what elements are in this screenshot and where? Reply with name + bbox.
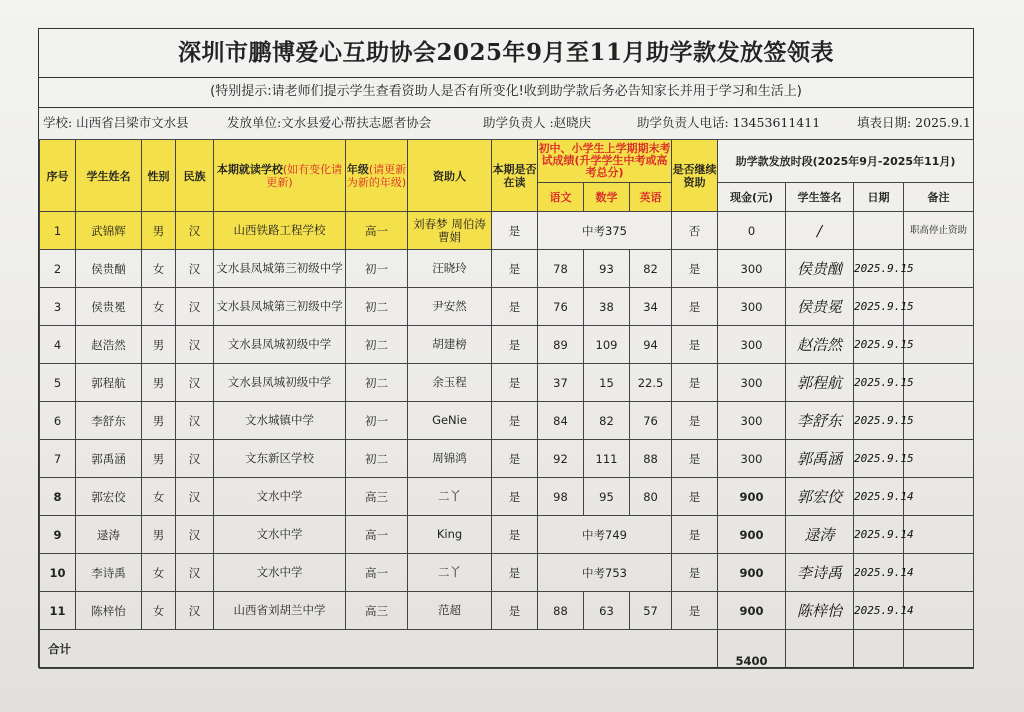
- cell-name: 侯贵冕: [76, 288, 142, 326]
- info-leader: 助学负责人 :赵晓庆: [483, 115, 592, 130]
- cell-no: 1: [40, 212, 76, 250]
- total-empty-cell: [854, 630, 904, 669]
- cell-math: 82: [584, 402, 630, 440]
- cell-signature: 逯涛: [786, 516, 854, 554]
- header-grade-label: 年级: [346, 162, 369, 176]
- cell-ethnicity: 汉: [176, 364, 214, 402]
- cell-english: 57: [630, 592, 672, 630]
- cell-chinese: 92: [538, 440, 584, 478]
- form-sheet: [38, 28, 974, 668]
- header-grade: [346, 140, 408, 212]
- cell-continue: 是: [672, 440, 718, 478]
- cell-name: 武锦辉: [76, 212, 142, 250]
- cell-cash: 900: [718, 592, 786, 630]
- cell-school: 文东新区学校: [214, 440, 346, 478]
- cell-name: 郭宏佼: [76, 478, 142, 516]
- cell-no: 8: [40, 478, 76, 516]
- cell-date: 2025.9.14: [854, 554, 904, 592]
- cell-cash: 0: [718, 212, 786, 250]
- cell-chinese: 76: [538, 288, 584, 326]
- cell-math: 93: [584, 250, 630, 288]
- cell-continue: 是: [672, 478, 718, 516]
- cell-sponsor: 二丫: [408, 554, 492, 592]
- cell-date: 2025.9.14: [854, 516, 904, 554]
- info-issuer: 发放单位:文水县爱心帮扶志愿者协会: [227, 115, 432, 130]
- cell-chinese: 84: [538, 402, 584, 440]
- cell-school: 文水县凤城初级中学: [214, 326, 346, 364]
- table-row: [40, 440, 974, 478]
- cell-date: 2025.9.15: [854, 440, 904, 478]
- cell-school: 文水中学: [214, 478, 346, 516]
- cell-ethnicity: 汉: [176, 402, 214, 440]
- header-date: 日期: [854, 183, 904, 212]
- cell-remark: [904, 516, 974, 554]
- cell-gender: 女: [142, 478, 176, 516]
- cell-signature: 陈梓怡: [786, 592, 854, 630]
- cell-math: 38: [584, 288, 630, 326]
- cell-ethnicity: 汉: [176, 288, 214, 326]
- cell-date: 2025.9.14: [854, 478, 904, 516]
- cell-exam-total: 中考749: [538, 516, 672, 554]
- cell-cash: 900: [718, 554, 786, 592]
- cell-ethnicity: 汉: [176, 212, 214, 250]
- cell-ethnicity: 汉: [176, 554, 214, 592]
- table-row: [40, 364, 974, 402]
- cell-sponsor: 周锦鸿: [408, 440, 492, 478]
- cell-gender: 男: [142, 440, 176, 478]
- cell-no: 10: [40, 554, 76, 592]
- cell-continue: 是: [672, 516, 718, 554]
- cell-name: 侯贵酗: [76, 250, 142, 288]
- total-row: [40, 630, 974, 669]
- cell-math: 109: [584, 326, 630, 364]
- cell-school: 文水县凤城第三初级中学: [214, 250, 346, 288]
- header-period: 助学款发放时段(2025年9月-2025年11月): [718, 140, 974, 183]
- cell-english: 88: [630, 440, 672, 478]
- cell-signature: 郭宏佼: [786, 478, 854, 516]
- cell-cash: 900: [718, 478, 786, 516]
- cell-continue: 是: [672, 288, 718, 326]
- cell-enrolled: 是: [492, 592, 538, 630]
- cell-signature: 赵浩然: [786, 326, 854, 364]
- cell-continue: 是: [672, 592, 718, 630]
- cell-chinese: 88: [538, 592, 584, 630]
- cell-school: 文水县凤城初级中学: [214, 364, 346, 402]
- table-row: [40, 212, 974, 250]
- header-school-note: (如有变化请更新): [266, 162, 343, 189]
- cell-ethnicity: 汉: [176, 478, 214, 516]
- total-cash: 5400: [718, 630, 786, 669]
- header-enrolled: 本期是否在读: [492, 140, 538, 212]
- distribution-table: [39, 139, 974, 669]
- cell-sponsor: GeNie: [408, 402, 492, 440]
- cell-grade: 初一: [346, 250, 408, 288]
- cell-ethnicity: 汉: [176, 592, 214, 630]
- cell-sponsor: 范超: [408, 592, 492, 630]
- cell-grade: 高三: [346, 592, 408, 630]
- table-row: [40, 516, 974, 554]
- cell-gender: 女: [142, 250, 176, 288]
- cell-name: 陈梓怡: [76, 592, 142, 630]
- cell-remark: [904, 250, 974, 288]
- cell-continue: 是: [672, 402, 718, 440]
- cell-school: 文水城镇中学: [214, 402, 346, 440]
- cell-name: 李舒东: [76, 402, 142, 440]
- cell-exam-total: 中考753: [538, 554, 672, 592]
- cell-date: 2025.9.15: [854, 288, 904, 326]
- header-school: [214, 140, 346, 212]
- cell-name: 郭程航: [76, 364, 142, 402]
- cell-english: 34: [630, 288, 672, 326]
- header-scores: 初中、小学生上学期期末考试成绩(升学学生中考或高考总分): [538, 140, 672, 183]
- header-school-label: 本期就读学校: [216, 162, 283, 176]
- cell-gender: 女: [142, 554, 176, 592]
- cell-continue: 否: [672, 212, 718, 250]
- cell-enrolled: 是: [492, 478, 538, 516]
- cell-remark: [904, 326, 974, 364]
- info-school: 学校: 山西省吕梁市文水县: [43, 115, 189, 130]
- header-sponsor: 资助人: [408, 140, 492, 212]
- table-body: [40, 212, 974, 669]
- table-row: [40, 592, 974, 630]
- form-title: 深圳市鹏博爱心互助协会2025年9月至11月助学款发放签领表: [39, 29, 973, 78]
- cell-remark: [904, 592, 974, 630]
- cell-remark: [904, 440, 974, 478]
- cell-chinese: 89: [538, 326, 584, 364]
- header-english: 英语: [630, 183, 672, 212]
- cell-cash: 300: [718, 364, 786, 402]
- cell-enrolled: 是: [492, 250, 538, 288]
- header-math: 数学: [584, 183, 630, 212]
- cell-school: 文水县凤城第三初级中学: [214, 288, 346, 326]
- cell-no: 3: [40, 288, 76, 326]
- cell-signature: 郭禹涵: [786, 440, 854, 478]
- info-phone: 助学负责人电话: 13453611411: [637, 115, 821, 130]
- cell-grade: 高一: [346, 516, 408, 554]
- cell-signature: /: [786, 212, 854, 250]
- cell-math: 63: [584, 592, 630, 630]
- cell-remark: [904, 288, 974, 326]
- cell-sponsor: 二丫: [408, 478, 492, 516]
- cell-continue: 是: [672, 326, 718, 364]
- table-row: [40, 250, 974, 288]
- cell-school: 文水中学: [214, 554, 346, 592]
- cell-sponsor: 刘春梦 周伯涛 曹娟: [408, 212, 492, 250]
- cell-english: 22.5: [630, 364, 672, 402]
- cell-math: 111: [584, 440, 630, 478]
- total-empty-cell: [904, 630, 974, 669]
- cell-grade: 高三: [346, 478, 408, 516]
- cell-remark: [904, 478, 974, 516]
- cell-cash: 300: [718, 250, 786, 288]
- header-cash: 现金(元): [718, 183, 786, 212]
- cell-remark: [904, 554, 974, 592]
- cell-continue: 是: [672, 364, 718, 402]
- table-row: [40, 288, 974, 326]
- cell-cash: 900: [718, 516, 786, 554]
- cell-no: 9: [40, 516, 76, 554]
- cell-enrolled: 是: [492, 288, 538, 326]
- header-chinese: 语文: [538, 183, 584, 212]
- total-empty-cell: [786, 630, 854, 669]
- table-row: [40, 554, 974, 592]
- cell-enrolled: 是: [492, 364, 538, 402]
- table-row: [40, 478, 974, 516]
- cell-gender: 女: [142, 592, 176, 630]
- cell-enrolled: 是: [492, 212, 538, 250]
- cell-gender: 男: [142, 402, 176, 440]
- cell-school: 山西铁路工程学校: [214, 212, 346, 250]
- table-row: [40, 326, 974, 364]
- cell-english: 76: [630, 402, 672, 440]
- cell-enrolled: 是: [492, 402, 538, 440]
- info-fill-date: 填表日期: 2025.9.1: [857, 115, 971, 130]
- cell-enrolled: 是: [492, 326, 538, 364]
- header-grade-note: (请更新为新的年级): [346, 162, 407, 189]
- cell-no: 2: [40, 250, 76, 288]
- cell-sponsor: King: [408, 516, 492, 554]
- cell-grade: 初一: [346, 402, 408, 440]
- cell-ethnicity: 汉: [176, 440, 214, 478]
- cell-gender: 男: [142, 516, 176, 554]
- header-name: 学生姓名: [76, 140, 142, 212]
- cell-signature: 郭程航: [786, 364, 854, 402]
- cell-date: 2025.9.15: [854, 326, 904, 364]
- cell-math: 15: [584, 364, 630, 402]
- cell-continue: 是: [672, 554, 718, 592]
- cell-grade: 初二: [346, 364, 408, 402]
- cell-exam-total: 中考375: [538, 212, 672, 250]
- cell-gender: 男: [142, 212, 176, 250]
- total-label: 合计: [40, 630, 718, 669]
- cell-gender: 男: [142, 326, 176, 364]
- cell-date: 2025.9.14: [854, 592, 904, 630]
- cell-date: 2025.9.15: [854, 364, 904, 402]
- cell-grade: 初二: [346, 288, 408, 326]
- header-no: 序号: [40, 140, 76, 212]
- cell-english: 82: [630, 250, 672, 288]
- cell-chinese: 37: [538, 364, 584, 402]
- special-notice: (特别提示:请老师们提示学生查看资助人是否有所变化!收到助学款后务必告知家长并用于学习和生活上): [39, 77, 973, 108]
- cell-date: [854, 212, 904, 250]
- cell-sponsor: 汪晓玲: [408, 250, 492, 288]
- cell-name: 逯涛: [76, 516, 142, 554]
- cell-name: 赵浩然: [76, 326, 142, 364]
- cell-no: 7: [40, 440, 76, 478]
- cell-cash: 300: [718, 326, 786, 364]
- cell-date: 2025.9.15: [854, 250, 904, 288]
- header-remark: 备注: [904, 183, 974, 212]
- header-gender: 性别: [142, 140, 176, 212]
- cell-english: 94: [630, 326, 672, 364]
- cell-sponsor: 胡建榜: [408, 326, 492, 364]
- cell-grade: 高一: [346, 554, 408, 592]
- cell-cash: 300: [718, 402, 786, 440]
- cell-school: 文水中学: [214, 516, 346, 554]
- cell-enrolled: 是: [492, 516, 538, 554]
- cell-signature: 李舒东: [786, 402, 854, 440]
- cell-ethnicity: 汉: [176, 326, 214, 364]
- cell-date: 2025.9.15: [854, 402, 904, 440]
- cell-no: 6: [40, 402, 76, 440]
- cell-no: 4: [40, 326, 76, 364]
- cell-remark: 职高停止资助: [904, 212, 974, 250]
- cell-cash: 300: [718, 440, 786, 478]
- cell-sponsor: 余玉程: [408, 364, 492, 402]
- cell-name: 郭禹涵: [76, 440, 142, 478]
- cell-signature: 侯贵酗: [786, 250, 854, 288]
- cell-chinese: 78: [538, 250, 584, 288]
- cell-school: 山西省刘胡兰中学: [214, 592, 346, 630]
- cell-grade: 高一: [346, 212, 408, 250]
- cell-signature: 侯贵冕: [786, 288, 854, 326]
- info-line: [39, 107, 973, 140]
- cell-grade: 初二: [346, 326, 408, 364]
- cell-remark: [904, 364, 974, 402]
- cell-chinese: 98: [538, 478, 584, 516]
- cell-continue: 是: [672, 250, 718, 288]
- cell-enrolled: 是: [492, 554, 538, 592]
- cell-cash: 300: [718, 288, 786, 326]
- table-row: [40, 402, 974, 440]
- cell-sponsor: 尹安然: [408, 288, 492, 326]
- header-signature: 学生签名: [786, 183, 854, 212]
- cell-gender: 女: [142, 288, 176, 326]
- cell-english: 80: [630, 478, 672, 516]
- cell-name: 李诗禹: [76, 554, 142, 592]
- cell-grade: 初二: [346, 440, 408, 478]
- cell-math: 95: [584, 478, 630, 516]
- cell-no: 5: [40, 364, 76, 402]
- cell-ethnicity: 汉: [176, 250, 214, 288]
- cell-no: 11: [40, 592, 76, 630]
- header-continue: 是否继续资助: [672, 140, 718, 212]
- cell-ethnicity: 汉: [176, 516, 214, 554]
- header-ethnicity: 民族: [176, 140, 214, 212]
- cell-gender: 男: [142, 364, 176, 402]
- cell-signature: 李诗禹: [786, 554, 854, 592]
- cell-enrolled: 是: [492, 440, 538, 478]
- cell-remark: [904, 402, 974, 440]
